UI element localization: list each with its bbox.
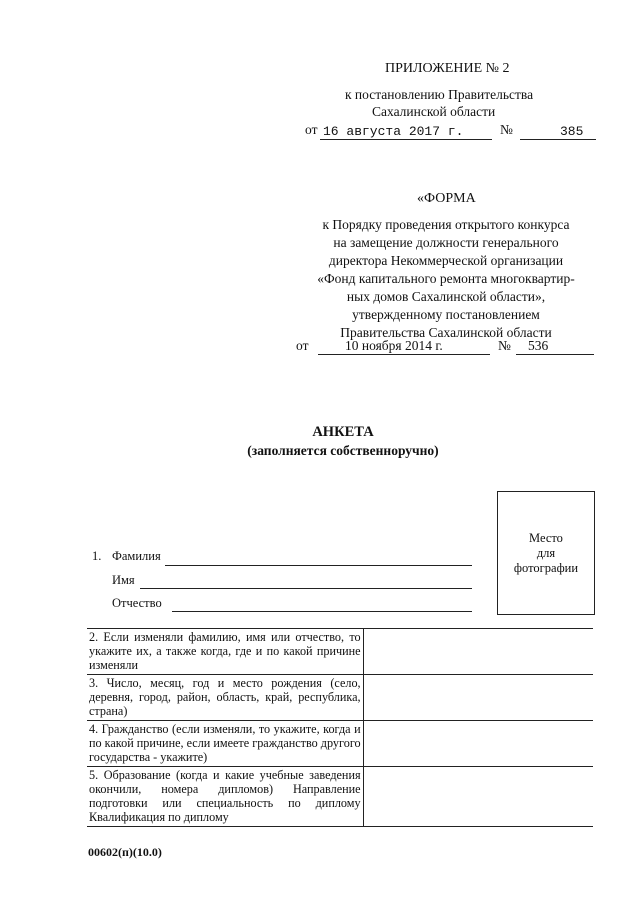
appendix-title: ПРИЛОЖЕНИЕ № 2	[385, 61, 510, 76]
appendix-date-underline	[320, 139, 492, 140]
appendix-line-1: к постановлению Правительства	[345, 87, 534, 102]
form-date-underline	[318, 354, 490, 355]
photo-line-3: фотографии	[513, 560, 579, 575]
table-row	[87, 721, 593, 767]
answer-4-field[interactable]	[363, 721, 593, 767]
appendix-from-label: от	[305, 122, 318, 137]
form-line-6: утвержденному постановлением	[352, 307, 540, 322]
form-number-label: №	[498, 338, 511, 353]
table-row	[87, 767, 593, 827]
answer-3-field[interactable]	[363, 675, 593, 721]
form-line-1: к Порядку проведения открытого конкурса	[322, 217, 570, 232]
form-date: 10 ноября 2014 г.	[345, 338, 443, 353]
form-line-5: ных домов Сахалинской области»,	[346, 289, 546, 304]
form-line-7: Правительства Сахалинской области	[340, 325, 552, 340]
appendix-date: 16 августа 2017 г.	[323, 124, 464, 139]
form-line-2: на замещение должности генерального	[333, 235, 559, 250]
form-number-underline	[516, 354, 594, 355]
question-4: 4. Гражданство (если изменяли, то укажите, когда и по какой причине, если имеете гражданство другого государства - укажите)	[87, 721, 363, 767]
question-2: 2. Если изменяли фамилию, имя или отчество, то укажите их, а также когда, где и по какой причине изменяли	[87, 629, 363, 675]
question-3: 3. Число, месяц, год и место рождения (село, деревня, город, район, область, край, республика, страна)	[87, 675, 363, 721]
photo-placeholder	[497, 491, 595, 615]
table-row	[87, 675, 593, 721]
photo-line-1: Место	[529, 530, 563, 545]
patronymic-field[interactable]	[172, 611, 472, 612]
appendix-number-label: №	[500, 122, 513, 137]
question-5: 5. Образование (когда и какие учебные заведения окончили, номера дипломов) Направление подготовки или специальность по диплому Квалификация по диплому	[87, 767, 363, 827]
appendix-line-2: Сахалинской области	[372, 104, 496, 119]
form-title: «ФОРМА	[417, 191, 476, 206]
first-name-field[interactable]	[140, 588, 472, 589]
form-number: 536	[528, 338, 549, 353]
form-from-label: от	[296, 338, 309, 353]
form-line-3: директора Некоммерческой организации	[328, 253, 564, 268]
document-code: 00602(п)(10.0)	[88, 845, 162, 859]
form-description	[296, 216, 596, 342]
first-name-label: Имя	[112, 573, 135, 587]
appendix-number: 385	[560, 124, 584, 139]
table-row	[87, 629, 593, 675]
answer-2-field[interactable]	[363, 629, 593, 675]
photo-line-2: для	[536, 545, 556, 560]
patronymic-label: Отчество	[112, 596, 162, 610]
surname-field[interactable]	[165, 565, 472, 566]
questionnaire-subtitle: (заполняется собственноручно)	[247, 443, 439, 458]
questionnaire-title: АНКЕТА	[312, 424, 374, 440]
answer-5-field[interactable]	[363, 767, 593, 827]
surname-label: Фамилия	[112, 549, 161, 563]
name-fields-number: 1.	[92, 549, 102, 563]
questions-table	[87, 628, 593, 827]
form-line-4: «Фонд капитального ремонта многоквартир-	[317, 271, 575, 286]
appendix-number-underline	[520, 139, 596, 140]
